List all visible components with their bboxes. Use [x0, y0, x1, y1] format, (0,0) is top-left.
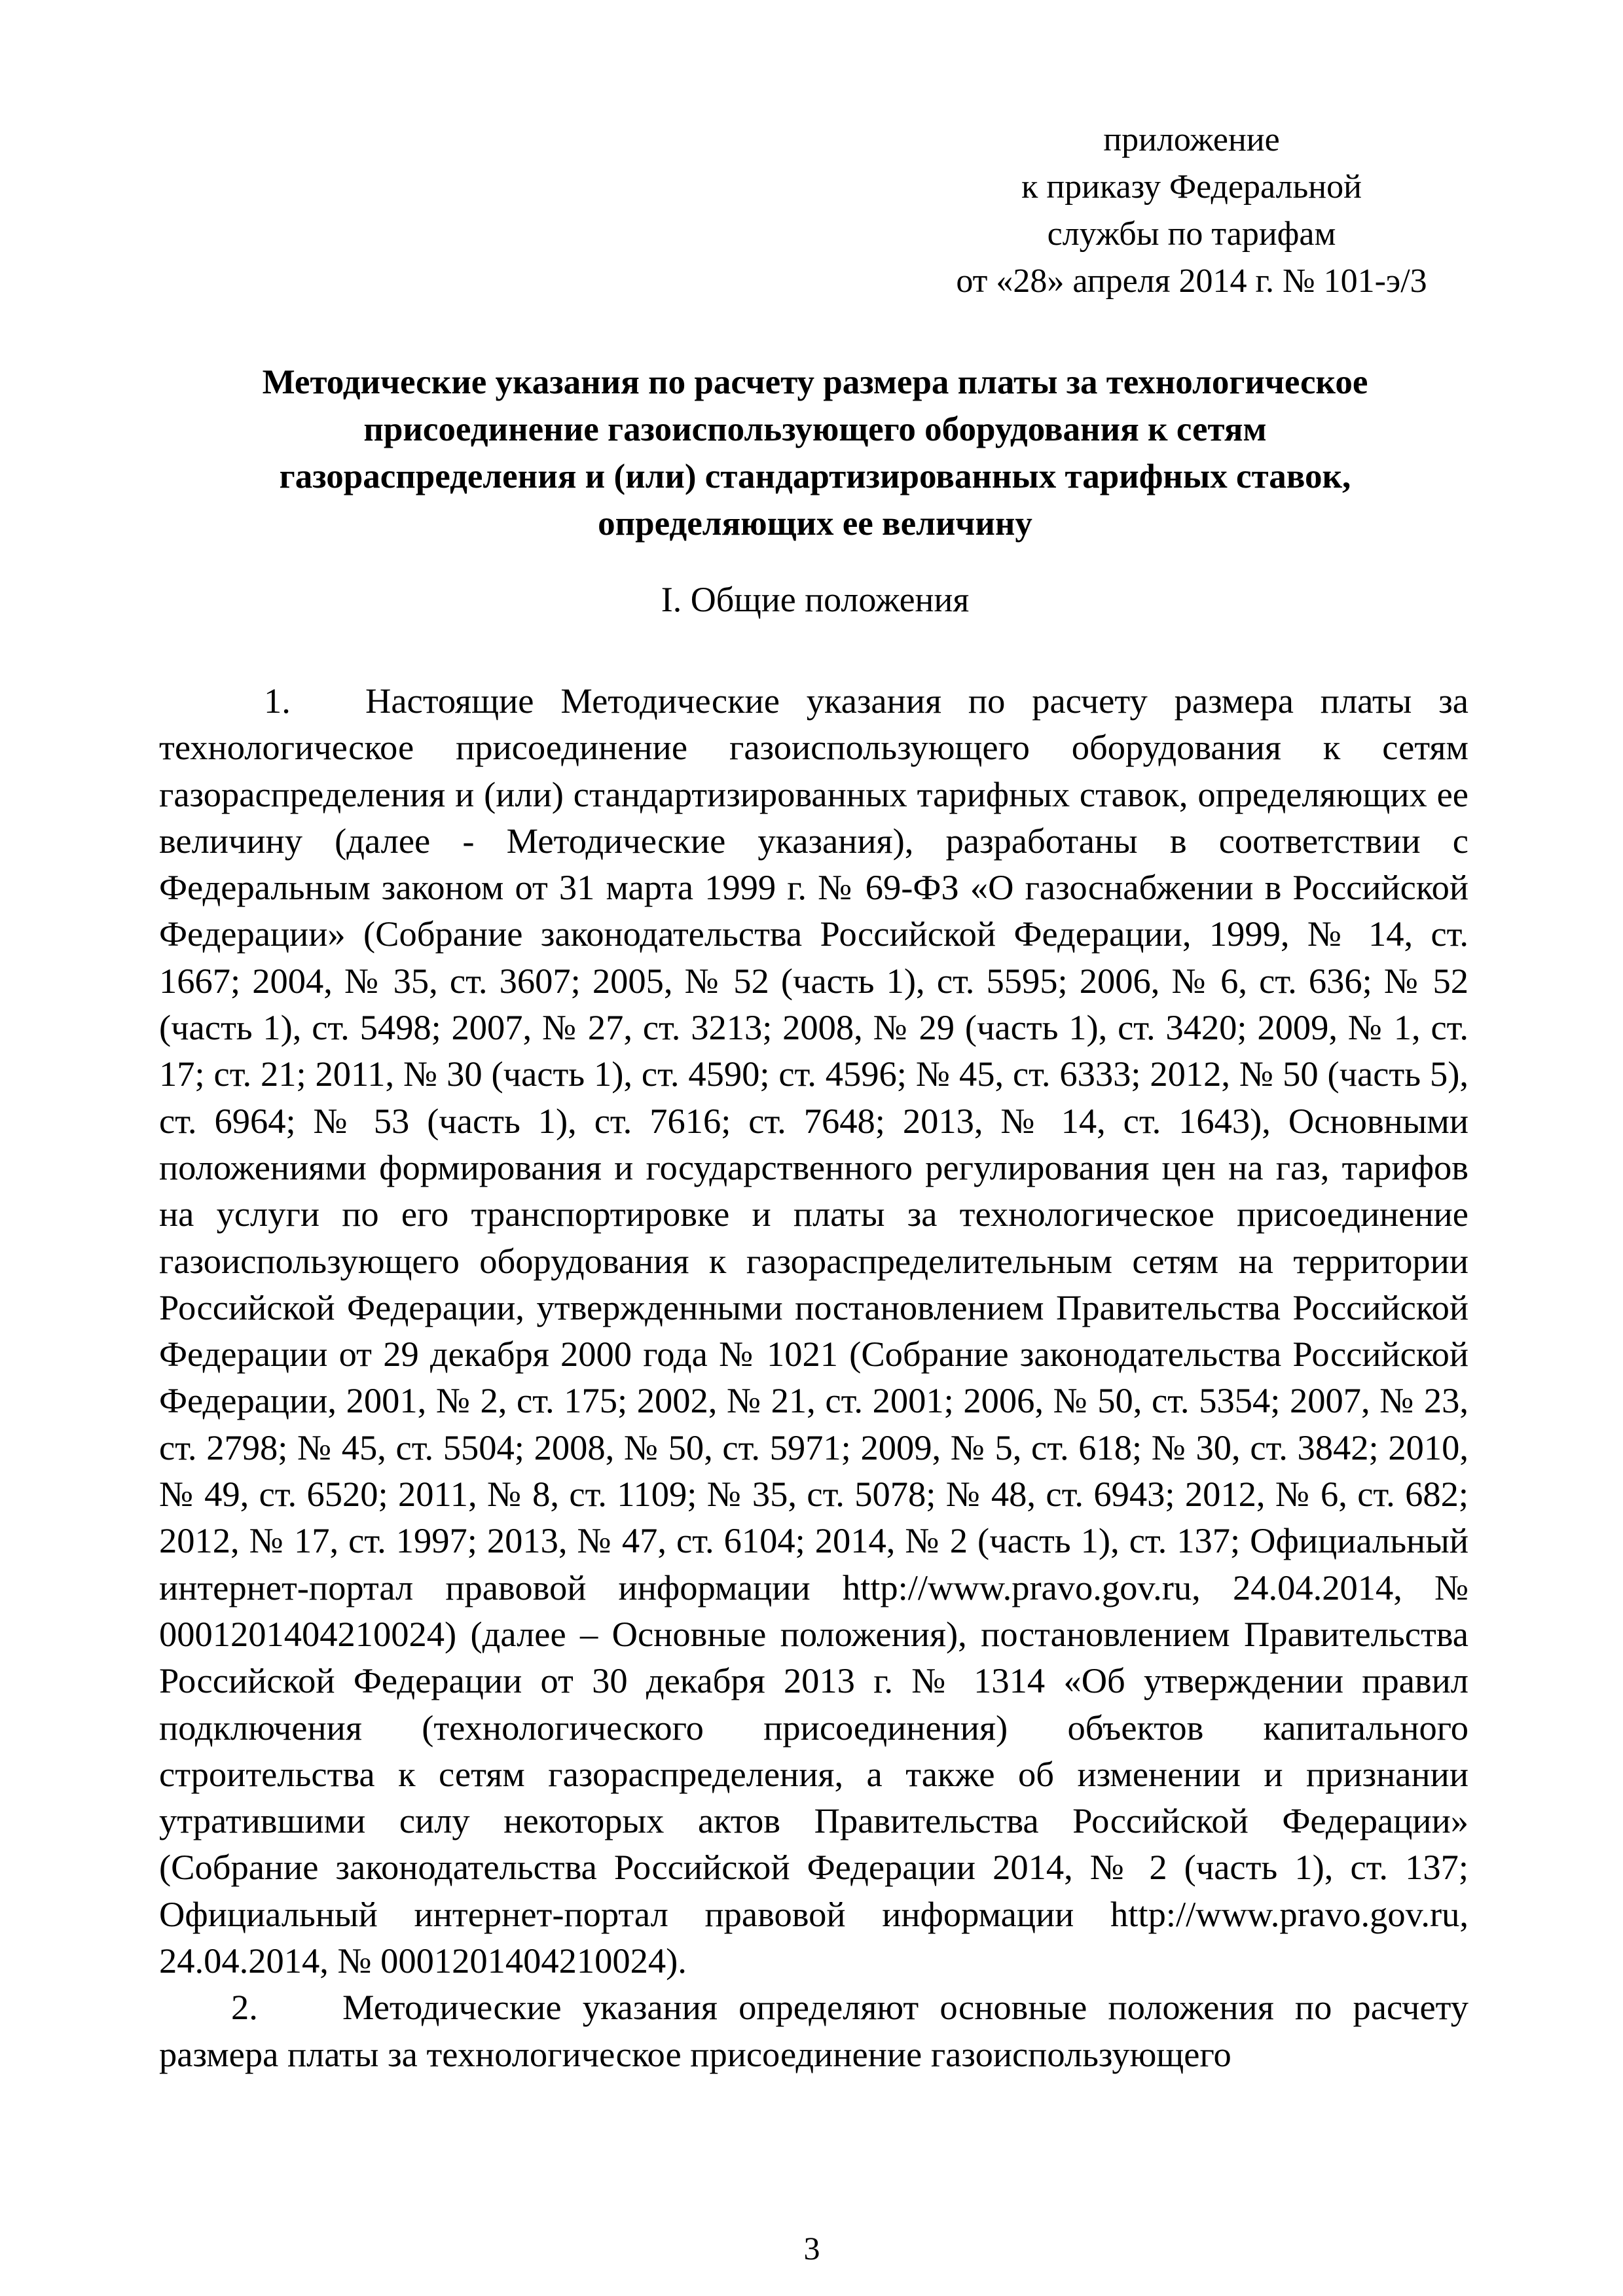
title-line-1: Методические указания по расчету размера платы за технологическое: [262, 363, 1368, 401]
paragraph-1-number: 1.: [264, 681, 291, 721]
title-line-2: присоединение газоиспользующего оборудования к сетям: [363, 410, 1267, 448]
paragraph-1-text: Настоящие Методические указания по расчету размера платы за технологическое присоединение газоиспользующего оборудования к сетям газораспределения и (или) стандартизированных тарифных ставок, определяющих ее величину (далее - Методические указания), разработаны в соответствии с Федеральным законом от 31 марта 1999 г. № 69-ФЗ «О газоснабжении в Российской Федерации» (Собрание законодательства Российской Федерации, 1999, № 14, ст. 1667; 2004, № 35, ст. 3607; 2005, № 52 (часть 1), ст. 5595; 2006, № 6, ст. 636; № 52 (часть 1), ст. 5498; 2007, № 27, ст. 3213; 2008, № 29 (часть 1), ст. 3420; 2009, № 1, ст. 17; ст. 21; 2011, № 30 (часть 1), ст. 4590; ст. 4596; № 45, ст. 6333; 2012, № 50 (часть 5), ст. 6964; № 53 (часть 1), ст. 7616; ст. 7648; 2013, № 14, ст. 1643), Основными положениями формирования и государственного регулирования цен на газ, тарифов на услуги по его транспортировке и платы за технологическое присоединение газоиспользующего оборудования к газораспределительным сетям на территории Российской Федерации, утвержденными постановлением Правительства Российской Федерации от 29 декабря 2000 года № 1021 (Собрание законодательства Российской Федерации, 2001, № 2, ст. 175; 2002, № 21, ст. 2001; 2006, № 50, ст. 5354; 2007, № 23, ст. 2798; № 45, ст. 5504; 2008, № 50, ст. 5971; 2009, № 5, ст. 618; № 30, ст. 3842; 2010, № 49, ст. 6520; 2011, № 8, ст. 1109; № 35, ст. 5078; № 48, ст. 6943; 2012, № 6, ст. 682; 2012, № 17, ст. 1997; 2013, № 47, ст. 6104; 2014, № 2 (часть 1), ст. 137; Официальный интернет-портал правовой информации http://www.pravo.gov.ru, 24.04.2014, № 0001201404210024) (далее – Основные положения), постановлением Правительства Российской Федерации от 30 декабря 2013 г. № 1314 «Об утверждении правил подключения (технологического присоединения) объектов капитального строительства к сетям газораспределения, а также об изменении и признании утратившими силу некоторых актов Правительства Российской Федерации» (Собрание законодательства Российской Федерации 2014, № 2 (часть 1), ст. 137; Официальный интернет-портал правовой информации http://www.pravo.gov.ru, 24.04.2014, № 0001201404210024).: [159, 681, 1468, 1981]
title-line-4: определяющих ее величину: [598, 505, 1032, 543]
paragraph-2-number: 2.: [231, 1987, 258, 2028]
appendix-line-2: к приказу Федеральной: [1021, 168, 1362, 206]
document-title: [151, 359, 1480, 547]
paragraph-2-text: Методические указания определяют основные положения по расчету размера платы за технологическое присоединение газоиспользующего: [159, 1987, 1468, 2074]
appendix-line-1: приложение: [1103, 121, 1280, 158]
appendix-reference: [903, 117, 1480, 305]
paragraph-2: [159, 1984, 1468, 2077]
page-number: 3: [803, 2230, 820, 2267]
paragraph-1: [159, 677, 1468, 1984]
section-heading: I. Общие положения: [661, 580, 970, 619]
appendix-line-4: от «28» апреля 2014 г. № 101-э/3: [956, 262, 1427, 300]
body-text: [159, 677, 1468, 2077]
appendix-line-3: службы по тарифам: [1047, 215, 1336, 253]
title-line-3: газораспределения и (или) стандартизированных тарифных ставок,: [279, 457, 1351, 495]
